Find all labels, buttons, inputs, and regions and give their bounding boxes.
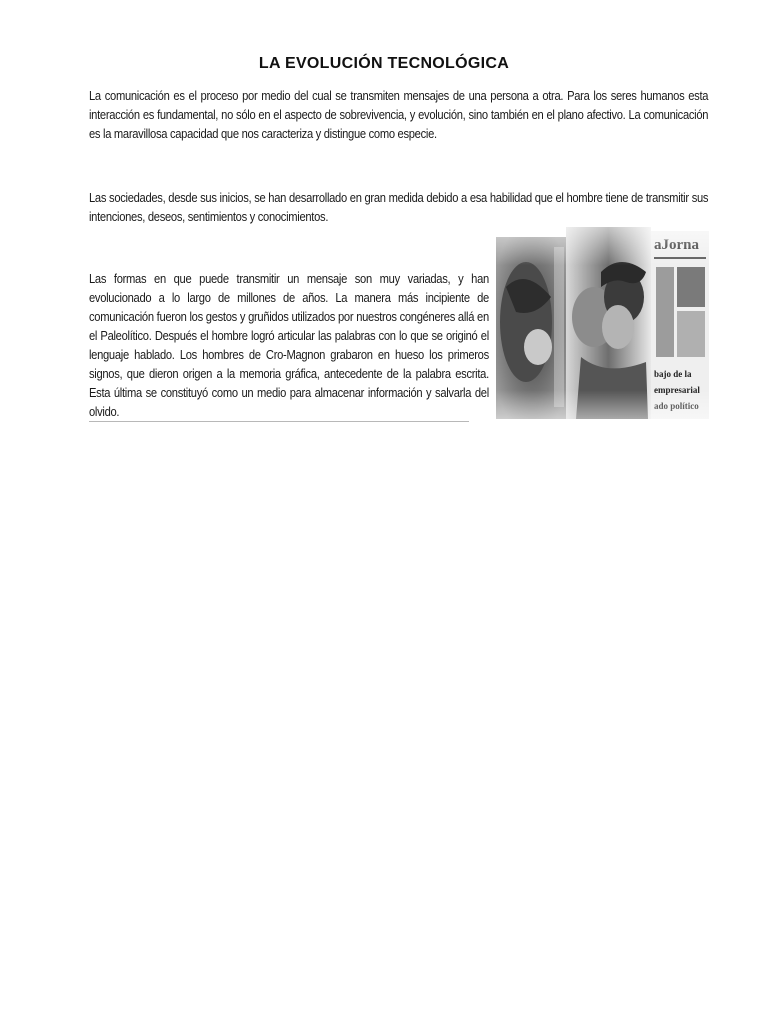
divider-line: [89, 421, 469, 422]
communication-collage-image: [496, 227, 709, 419]
paragraph-intro: La comunicación es el proceso por medio del cual se transmiten mensajes de una persona a otra. Para los seres humanos esta interacción es fundamental, no sólo en el aspecto de sobrevivencia, y evolución, sino también en el plano afectivo. La comunicación es la maravillosa capacidad que nos caracteriza y distingue como especie.: [89, 88, 709, 141]
paragraph-societies: Las sociedades, desde sus inicios, se han desarrollado en gran medida debido a esa habilidad que el hombre tiene de transmitir sus intenciones, deseos, sentimientos y conocimientos.: [89, 190, 709, 224]
paragraph-forms: Las formas en que puede transmitir un mensaje son muy variadas, y han evolucionado a lo largo de millones de años. La manera más incipiente de comunicación fueron los gestos y gruñidos utilizados por nuestros congéneres allá en el Paleolítico. Después el hombre logró articular las palabras con lo que se originó el lenguaje hablado. Los hombres de Cro-Magnon grabaron en hueso los primeros signos, que dieron origen a la memoria gráfica, antecedente de la palabra escrita. Esta última se constituyó como un medio para almacenar información y salvarla del olvido.: [89, 271, 489, 419]
page-title: LA EVOLUCIÓN TECNOLÓGICA: [258, 55, 510, 72]
